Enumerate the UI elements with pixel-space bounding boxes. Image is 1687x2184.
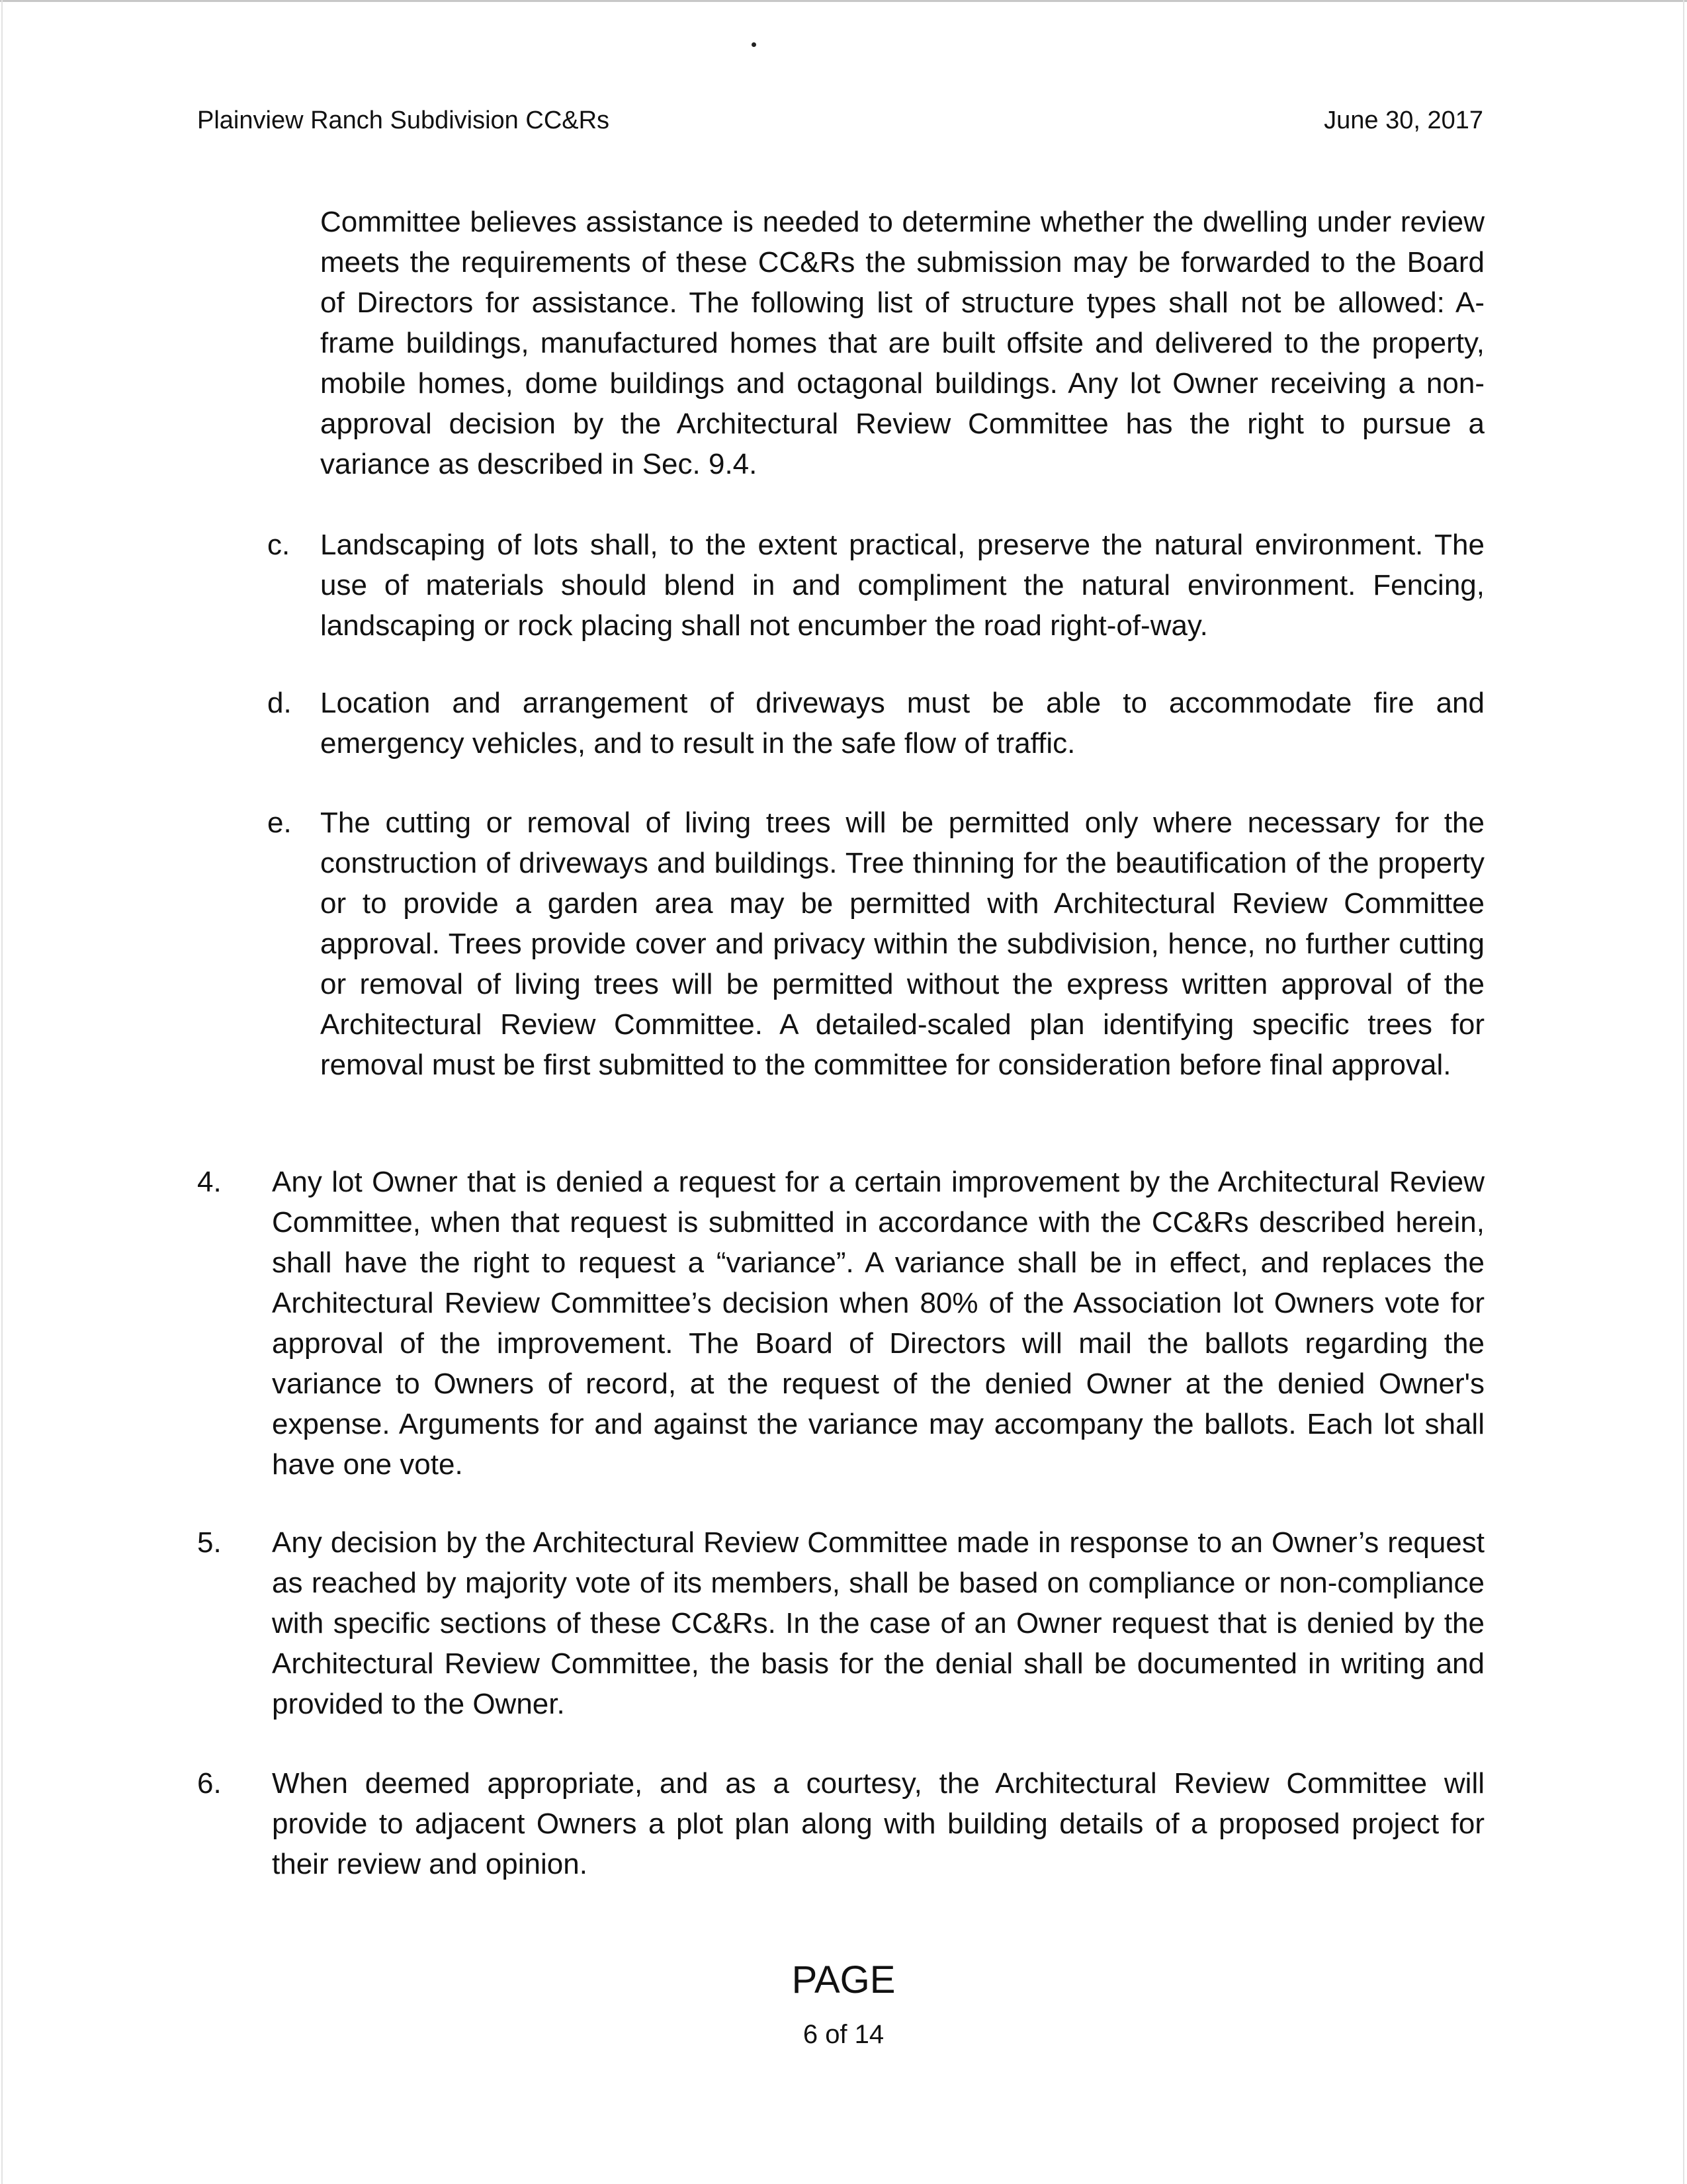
item-c-paragraph: Landscaping of lots shall, to the extent practical, preserve the natural environment. The use of materials should blend in and compliment the natural environment. Fencing, landscaping or rock placing shall not encumber the road right-of-way.	[320, 529, 1485, 642]
item-5-paragraph: Any decision by the Architectural Review Committee made in response to an Owner’s request as reached by majority vote of its members, shall be based on compliance or non-compliance with specific sections of these CC&Rs. In the case of an Owner request that is denied by the Architectural Review Committee, the basis for the denial shall be documented in writing and provided to the Owner.	[272, 1526, 1485, 1720]
item-4-marker: 4.	[197, 1166, 222, 1198]
item-d-marker: d.	[267, 687, 292, 719]
scan-edge-top	[0, 0, 1687, 2]
footer-page-number: 6 of 14	[802, 2020, 885, 2049]
item-5-marker: 5.	[197, 1526, 222, 1559]
item-e-paragraph: The cutting or removal of living trees will be permitted only where necessary for the construction of driveways and buildings. Tree thinning for the beautification of the property or to provide a garden area may be permitted with Architectural Review Committee approval. Trees provide cover and privacy within the subdivision, hence, no further cutting or removal of living trees will be permitted without the express written approval of the Architectural Review Committee. A detailed-scaled plan identifying specific trees for removal must be first submitted to the committee for consideration before final approval.	[320, 807, 1485, 1081]
continuation-paragraph: Committee believes assistance is needed to determine whether the dwelling under review meets the requirements of these CC&Rs the submission may be forwarded to the Board of Directors for assistance. The following list of structure types shall not be allowed: A-frame buildings, manufactured homes that are built offsite and delivered to the property, mobile homes, dome buildings and octagonal buildings. Any lot Owner receiving a non-approval decision by the Architectural Review Committee has the right to pursue a variance as described in Sec. 9.4.	[320, 206, 1485, 480]
scan-edge-left	[1, 0, 3, 2184]
scan-edge-right	[1683, 0, 1684, 2184]
scan-speck	[752, 42, 756, 47]
item-d-paragraph: Location and arrangement of driveways must be able to accommodate fire and emergency vehicles, and to result in the safe flow of traffic.	[320, 687, 1485, 760]
item-e-marker: e.	[267, 807, 292, 839]
item-c-marker: c.	[267, 529, 290, 561]
item-4-paragraph: Any lot Owner that is denied a request for a certain improvement by the Architectural Review Committee, when that request is submitted in accordance with the CC&Rs described herein, shall have the right to request a “variance”. A variance shall be in effect, and replaces the Architectural Review Committee’s decision when 80% of the Association lot Owners vote for approval of the improvement. The Board of Directors will mail the ballots regarding the variance to Owners of record, at the request of the denied Owner at the denied Owner's expense. Arguments for and against the variance may accompany the ballots. Each lot shall have one vote.	[272, 1166, 1485, 1481]
item-6-marker: 6.	[197, 1767, 222, 1800]
header-title: Plainview Ranch Subdivision CC&Rs	[197, 107, 610, 134]
footer-page-label: PAGE	[791, 1958, 896, 2001]
item-6-paragraph: When deemed appropriate, and as a courtesy, the Architectural Review Committee will provide to adjacent Owners a plot plan along with building details of a proposed project for their review and opinion.	[272, 1767, 1485, 1880]
header-date: June 30, 2017	[1324, 107, 1483, 134]
